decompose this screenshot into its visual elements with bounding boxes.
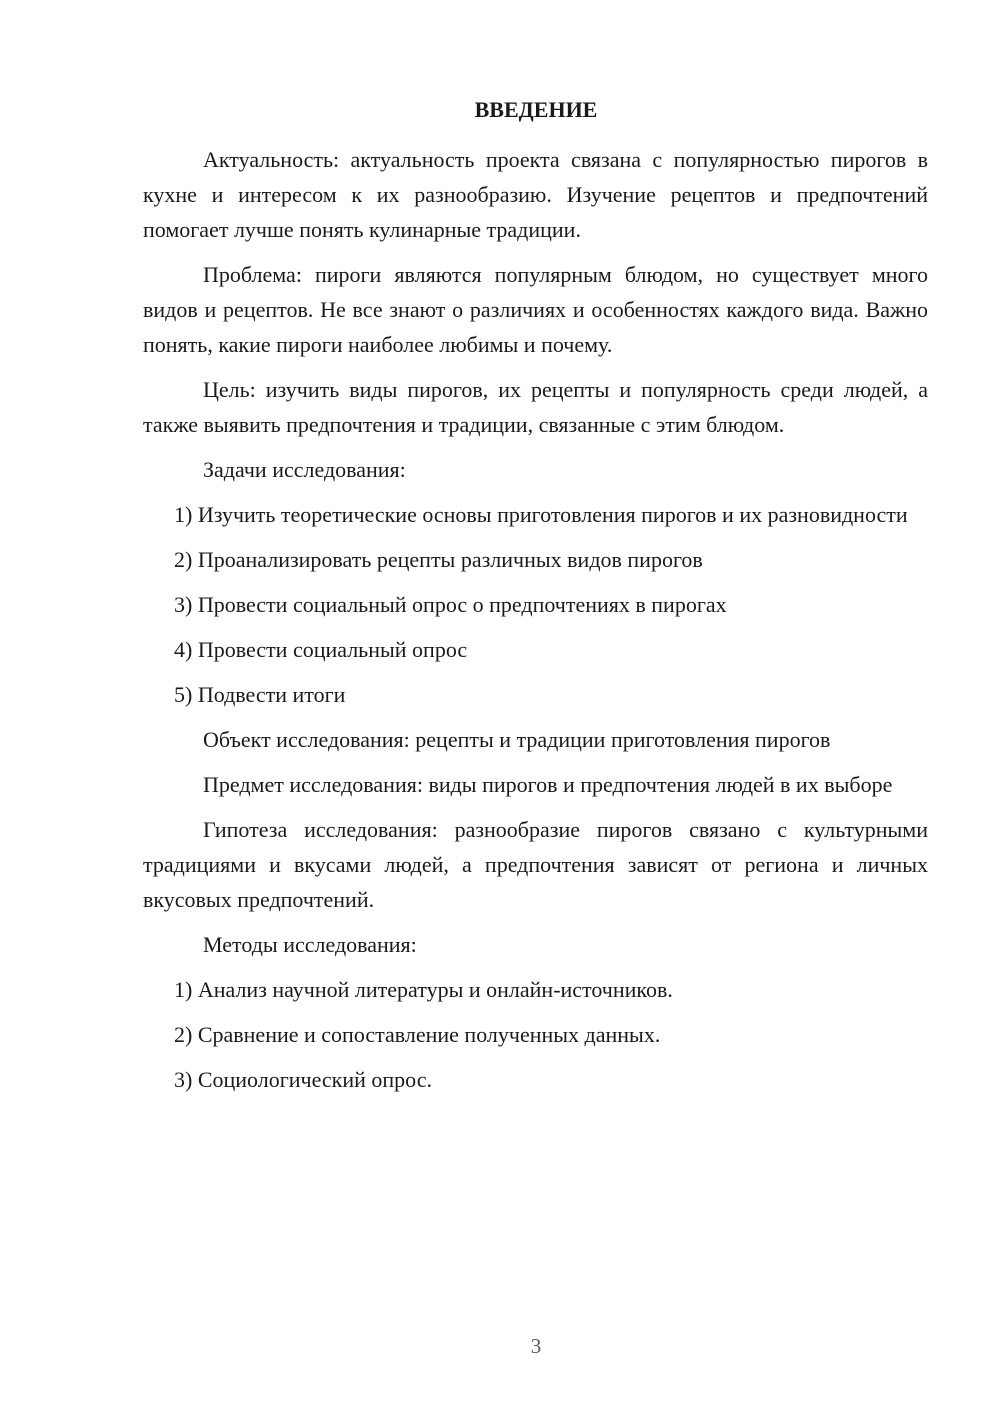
method-item-3: 3) Социологический опрос. [174,1067,432,1092]
goal-paragraph: Цель: изучить виды пирогов, их рецепты и популярность среди людей, а также выявить предпочтения и традиции, связанные с этим блюдом. [143,377,928,437]
problem-paragraph: Проблема: пироги являются популярным блюдом, но существует много видов и рецептов. Не все знают о различиях и особенностях каждого вида. Важно понять, какие пироги наиболее любимы и почему. [143,262,928,357]
task-item-1: 1) Изучить теоретические основы приготовления пирогов и их разновидности [174,502,908,527]
subject-paragraph: Предмет исследования: виды пирогов и предпочтения людей в их выборе [203,772,893,797]
page-body [143,142,928,1107]
task-item-3: 3) Провести социальный опрос о предпочтениях в пирогах [174,592,727,617]
section-title: ВВЕДЕНИЕ [474,97,598,122]
relevance-paragraph: Актуальность: актуальность проекта связана с популярностью пирогов в кухне и интересом к их разнообразию. Изучение рецептов и предпочтений помогает лучше понять кулинарные традиции. [143,147,928,242]
task-item-5: 5) Подвести итоги [174,682,346,707]
hypothesis-paragraph: Гипотеза исследования: разнообразие пирогов связано с культурными традициями и вкусами людей, а предпочтения зависят от региона и личных вкусовых предпочтений. [143,817,928,912]
object-paragraph: Объект исследования: рецепты и традиции приготовления пирогов [203,727,831,752]
task-item-2: 2) Проанализировать рецепты различных видов пирогов [174,547,703,572]
page-number: 3 [530,1334,542,1358]
method-item-1: 1) Анализ научной литературы и онлайн-источников. [174,977,673,1002]
tasks-heading: Задачи исследования: [203,457,406,482]
methods-heading: Методы исследования: [203,932,417,957]
method-item-2: 2) Сравнение и сопоставление полученных данных. [174,1022,661,1047]
task-item-4: 4) Провести социальный опрос [174,637,468,662]
